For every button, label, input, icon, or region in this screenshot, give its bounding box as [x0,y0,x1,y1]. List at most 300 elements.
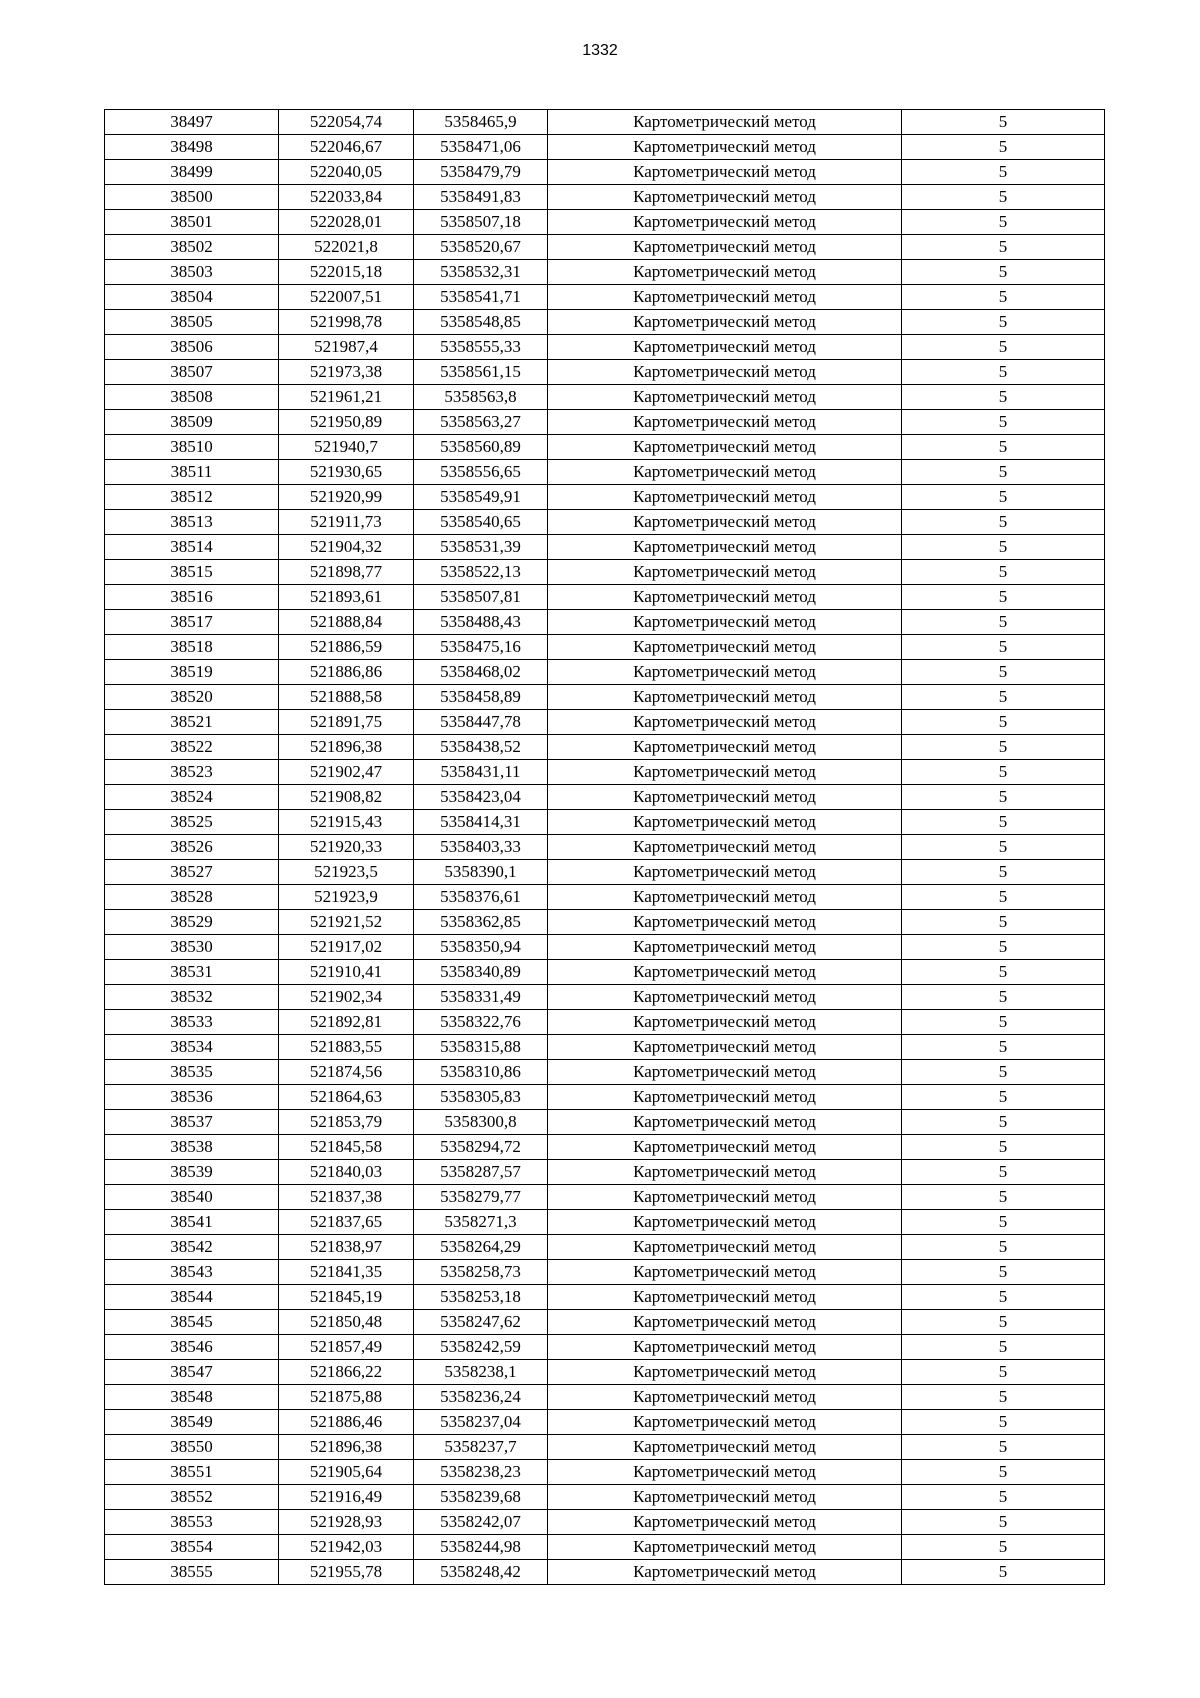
table-row [105,1460,1105,1485]
y-coordinate-cell: 5358376,61 [414,885,548,910]
accuracy-cell: 5 [902,485,1105,510]
point-number-cell: 38501 [105,210,279,235]
x-coordinate-cell: 521961,21 [279,385,414,410]
accuracy-cell: 5 [902,1385,1105,1410]
y-coordinate-cell: 5358423,04 [414,785,548,810]
table-row [105,310,1105,335]
accuracy-cell: 5 [902,1460,1105,1485]
table-row [105,585,1105,610]
accuracy-cell: 5 [902,1410,1105,1435]
accuracy-cell: 5 [902,860,1105,885]
method-cell: Картометрический метод [548,660,902,685]
method-cell: Картометрический метод [548,1335,902,1360]
table-row [105,435,1105,460]
y-coordinate-cell: 5358253,18 [414,1285,548,1310]
y-coordinate-cell: 5358294,72 [414,1135,548,1160]
method-cell: Картометрический метод [548,610,902,635]
table-row [105,1485,1105,1510]
table-row [105,1235,1105,1260]
x-coordinate-cell: 521874,56 [279,1060,414,1085]
accuracy-cell: 5 [902,585,1105,610]
method-cell: Картометрический метод [548,1085,902,1110]
x-coordinate-cell: 521920,99 [279,485,414,510]
method-cell: Картометрический метод [548,435,902,460]
method-cell: Картометрический метод [548,785,902,810]
accuracy-cell: 5 [902,685,1105,710]
y-coordinate-cell: 5358561,15 [414,360,548,385]
x-coordinate-cell: 521837,65 [279,1210,414,1235]
method-cell: Картометрический метод [548,260,902,285]
x-coordinate-cell: 521857,49 [279,1335,414,1360]
accuracy-cell: 5 [902,1285,1105,1310]
accuracy-cell: 5 [902,1010,1105,1035]
y-coordinate-cell: 5358362,85 [414,910,548,935]
y-coordinate-cell: 5358447,78 [414,710,548,735]
accuracy-cell: 5 [902,610,1105,635]
x-coordinate-cell: 522040,05 [279,160,414,185]
x-coordinate-cell: 521850,48 [279,1310,414,1335]
x-coordinate-cell: 521902,34 [279,985,414,1010]
point-number-cell: 38537 [105,1110,279,1135]
method-cell: Картометрический метод [548,185,902,210]
table-row [105,410,1105,435]
page-number: 1332 [582,42,618,59]
point-number-cell: 38536 [105,1085,279,1110]
method-cell: Картометрический метод [548,1135,902,1160]
x-coordinate-cell: 522021,8 [279,235,414,260]
method-cell: Картометрический метод [548,310,902,335]
table-row [105,160,1105,185]
y-coordinate-cell: 5358414,31 [414,810,548,835]
point-number-cell: 38522 [105,735,279,760]
accuracy-cell: 5 [902,385,1105,410]
method-cell: Картометрический метод [548,1485,902,1510]
x-coordinate-cell: 521942,03 [279,1535,414,1560]
method-cell: Картометрический метод [548,1460,902,1485]
x-coordinate-cell: 521940,7 [279,435,414,460]
x-coordinate-cell: 521898,77 [279,560,414,585]
x-coordinate-cell: 521973,38 [279,360,414,385]
x-coordinate-cell: 521923,5 [279,860,414,885]
method-cell: Картометрический метод [548,385,902,410]
table-row [105,660,1105,685]
y-coordinate-cell: 5358237,04 [414,1410,548,1435]
x-coordinate-cell: 521845,19 [279,1285,414,1310]
accuracy-cell: 5 [902,510,1105,535]
point-number-cell: 38503 [105,260,279,285]
x-coordinate-cell: 521893,61 [279,585,414,610]
point-number-cell: 38513 [105,510,279,535]
y-coordinate-cell: 5358238,1 [414,1360,548,1385]
accuracy-cell: 5 [902,1085,1105,1110]
method-cell: Картометрический метод [548,135,902,160]
point-number-cell: 38506 [105,335,279,360]
accuracy-cell: 5 [902,535,1105,560]
point-number-cell: 38554 [105,1535,279,1560]
table-row [105,1160,1105,1185]
method-cell: Картометрический метод [548,1010,902,1035]
table-row [105,535,1105,560]
y-coordinate-cell: 5358244,98 [414,1535,548,1560]
point-number-cell: 38507 [105,360,279,385]
method-cell: Картометрический метод [548,1035,902,1060]
accuracy-cell: 5 [902,735,1105,760]
accuracy-cell: 5 [902,1485,1105,1510]
table-row [105,210,1105,235]
y-coordinate-cell: 5358541,71 [414,285,548,310]
point-number-cell: 38514 [105,535,279,560]
point-number-cell: 38538 [105,1135,279,1160]
x-coordinate-cell: 521888,84 [279,610,414,635]
y-coordinate-cell: 5358532,31 [414,260,548,285]
accuracy-cell: 5 [902,760,1105,785]
y-coordinate-cell: 5358560,89 [414,435,548,460]
table-row [105,110,1105,135]
y-coordinate-cell: 5358548,85 [414,310,548,335]
table-row [105,1135,1105,1160]
point-number-cell: 38535 [105,1060,279,1085]
accuracy-cell: 5 [902,1185,1105,1210]
accuracy-cell: 5 [902,1060,1105,1085]
y-coordinate-cell: 5358264,29 [414,1235,548,1260]
x-coordinate-cell: 521905,64 [279,1460,414,1485]
accuracy-cell: 5 [902,135,1105,160]
table-row [105,360,1105,385]
y-coordinate-cell: 5358403,33 [414,835,548,860]
y-coordinate-cell: 5358491,83 [414,185,548,210]
accuracy-cell: 5 [902,360,1105,385]
table-row [105,960,1105,985]
x-coordinate-cell: 521892,81 [279,1010,414,1035]
method-cell: Картометрический метод [548,160,902,185]
point-number-cell: 38526 [105,835,279,860]
y-coordinate-cell: 5358563,27 [414,410,548,435]
y-coordinate-cell: 5358237,7 [414,1435,548,1460]
table-row [105,260,1105,285]
table-row [105,710,1105,735]
accuracy-cell: 5 [902,1335,1105,1360]
point-number-cell: 38532 [105,985,279,1010]
point-number-cell: 38510 [105,435,279,460]
table-row [105,1085,1105,1110]
point-number-cell: 38515 [105,560,279,585]
accuracy-cell: 5 [902,710,1105,735]
point-number-cell: 38520 [105,685,279,710]
point-number-cell: 38504 [105,285,279,310]
x-coordinate-cell: 521923,9 [279,885,414,910]
method-cell: Картометрический метод [548,910,902,935]
method-cell: Картометрический метод [548,1060,902,1085]
accuracy-cell: 5 [902,285,1105,310]
table-row [105,135,1105,160]
point-number-cell: 38521 [105,710,279,735]
table-row [105,1260,1105,1285]
y-coordinate-cell: 5358271,3 [414,1210,548,1235]
accuracy-cell: 5 [902,235,1105,260]
coordinates-table-body [105,110,1105,1585]
method-cell: Картометрический метод [548,760,902,785]
method-cell: Картометрический метод [548,585,902,610]
point-number-cell: 38498 [105,135,279,160]
point-number-cell: 38540 [105,1185,279,1210]
accuracy-cell: 5 [902,210,1105,235]
method-cell: Картометрический метод [548,1410,902,1435]
method-cell: Картометрический метод [548,860,902,885]
accuracy-cell: 5 [902,635,1105,660]
y-coordinate-cell: 5358287,57 [414,1160,548,1185]
table-row [105,235,1105,260]
x-coordinate-cell: 522007,51 [279,285,414,310]
x-coordinate-cell: 521908,82 [279,785,414,810]
point-number-cell: 38508 [105,385,279,410]
accuracy-cell: 5 [902,910,1105,935]
method-cell: Картометрический метод [548,1160,902,1185]
y-coordinate-cell: 5358350,94 [414,935,548,960]
accuracy-cell: 5 [902,1260,1105,1285]
y-coordinate-cell: 5358540,65 [414,510,548,535]
method-cell: Картометрический метод [548,335,902,360]
x-coordinate-cell: 522054,74 [279,110,414,135]
x-coordinate-cell: 521902,47 [279,760,414,785]
y-coordinate-cell: 5358488,43 [414,610,548,635]
accuracy-cell: 5 [902,1235,1105,1260]
y-coordinate-cell: 5358438,52 [414,735,548,760]
accuracy-cell: 5 [902,310,1105,335]
y-coordinate-cell: 5358458,89 [414,685,548,710]
accuracy-cell: 5 [902,160,1105,185]
point-number-cell: 38552 [105,1485,279,1510]
table-row [105,1185,1105,1210]
table-row [105,1510,1105,1535]
accuracy-cell: 5 [902,935,1105,960]
table-row [105,1560,1105,1585]
method-cell: Картометрический метод [548,285,902,310]
y-coordinate-cell: 5358549,91 [414,485,548,510]
method-cell: Картометрический метод [548,1535,902,1560]
accuracy-cell: 5 [902,885,1105,910]
table-row [105,1385,1105,1410]
accuracy-cell: 5 [902,110,1105,135]
table-row [105,885,1105,910]
accuracy-cell: 5 [902,1110,1105,1135]
point-number-cell: 38524 [105,785,279,810]
x-coordinate-cell: 521891,75 [279,710,414,735]
y-coordinate-cell: 5358431,11 [414,760,548,785]
y-coordinate-cell: 5358279,77 [414,1185,548,1210]
y-coordinate-cell: 5358475,16 [414,635,548,660]
method-cell: Картометрический метод [548,410,902,435]
x-coordinate-cell: 522046,67 [279,135,414,160]
x-coordinate-cell: 521886,46 [279,1410,414,1435]
y-coordinate-cell: 5358238,23 [414,1460,548,1485]
accuracy-cell: 5 [902,1435,1105,1460]
x-coordinate-cell: 521853,79 [279,1110,414,1135]
x-coordinate-cell: 521917,02 [279,935,414,960]
method-cell: Картометрический метод [548,460,902,485]
table-row [105,185,1105,210]
table-row [105,1360,1105,1385]
x-coordinate-cell: 521875,88 [279,1385,414,1410]
table-row [105,510,1105,535]
y-coordinate-cell: 5358247,62 [414,1310,548,1335]
accuracy-cell: 5 [902,1360,1105,1385]
point-number-cell: 38518 [105,635,279,660]
table-row [105,935,1105,960]
y-coordinate-cell: 5358390,1 [414,860,548,885]
y-coordinate-cell: 5358242,07 [414,1510,548,1535]
table-row [105,1010,1105,1035]
y-coordinate-cell: 5358331,49 [414,985,548,1010]
accuracy-cell: 5 [902,435,1105,460]
table-row [105,610,1105,635]
y-coordinate-cell: 5358507,81 [414,585,548,610]
x-coordinate-cell: 521915,43 [279,810,414,835]
table-row [105,735,1105,760]
point-number-cell: 38528 [105,885,279,910]
table-row [105,1035,1105,1060]
y-coordinate-cell: 5358340,89 [414,960,548,985]
y-coordinate-cell: 5358556,65 [414,460,548,485]
accuracy-cell: 5 [902,660,1105,685]
point-number-cell: 38533 [105,1010,279,1035]
x-coordinate-cell: 521845,58 [279,1135,414,1160]
x-coordinate-cell: 521916,49 [279,1485,414,1510]
table-row [105,785,1105,810]
accuracy-cell: 5 [902,985,1105,1010]
point-number-cell: 38525 [105,810,279,835]
table-row [105,1285,1105,1310]
x-coordinate-cell: 521888,58 [279,685,414,710]
method-cell: Картометрический метод [548,1560,902,1585]
accuracy-cell: 5 [902,835,1105,860]
accuracy-cell: 5 [902,785,1105,810]
table-row [105,985,1105,1010]
y-coordinate-cell: 5358468,02 [414,660,548,685]
x-coordinate-cell: 521950,89 [279,410,414,435]
accuracy-cell: 5 [902,1560,1105,1585]
table-row [105,835,1105,860]
point-number-cell: 38544 [105,1285,279,1310]
y-coordinate-cell: 5358258,73 [414,1260,548,1285]
table-row [105,635,1105,660]
accuracy-cell: 5 [902,960,1105,985]
method-cell: Картометрический метод [548,360,902,385]
x-coordinate-cell: 521998,78 [279,310,414,335]
point-number-cell: 38516 [105,585,279,610]
point-number-cell: 38500 [105,185,279,210]
point-number-cell: 38547 [105,1360,279,1385]
point-number-cell: 38509 [105,410,279,435]
table-row [105,560,1105,585]
x-coordinate-cell: 521987,4 [279,335,414,360]
point-number-cell: 38546 [105,1335,279,1360]
method-cell: Картометрический метод [548,1385,902,1410]
point-number-cell: 38539 [105,1160,279,1185]
table-row [105,485,1105,510]
y-coordinate-cell: 5358531,39 [414,535,548,560]
point-number-cell: 38529 [105,910,279,935]
method-cell: Картометрический метод [548,1235,902,1260]
y-coordinate-cell: 5358555,33 [414,335,548,360]
point-number-cell: 38511 [105,460,279,485]
accuracy-cell: 5 [902,1510,1105,1535]
x-coordinate-cell: 521921,52 [279,910,414,935]
y-coordinate-cell: 5358315,88 [414,1035,548,1060]
point-number-cell: 38530 [105,935,279,960]
point-number-cell: 38497 [105,110,279,135]
method-cell: Картометрический метод [548,485,902,510]
method-cell: Картометрический метод [548,685,902,710]
x-coordinate-cell: 522028,01 [279,210,414,235]
accuracy-cell: 5 [902,260,1105,285]
x-coordinate-cell: 521896,38 [279,735,414,760]
accuracy-cell: 5 [902,1535,1105,1560]
table-row [105,335,1105,360]
method-cell: Картометрический метод [548,235,902,260]
point-number-cell: 38548 [105,1385,279,1410]
y-coordinate-cell: 5358236,24 [414,1385,548,1410]
method-cell: Картометрический метод [548,985,902,1010]
x-coordinate-cell: 521920,33 [279,835,414,860]
coordinates-table [104,109,1105,1585]
method-cell: Картометрический метод [548,735,902,760]
method-cell: Картометрический метод [548,560,902,585]
table-row [105,760,1105,785]
point-number-cell: 38517 [105,610,279,635]
method-cell: Картометрический метод [548,935,902,960]
point-number-cell: 38531 [105,960,279,985]
point-number-cell: 38512 [105,485,279,510]
y-coordinate-cell: 5358300,8 [414,1110,548,1135]
point-number-cell: 38551 [105,1460,279,1485]
method-cell: Картометрический метод [548,1110,902,1135]
method-cell: Картометрический метод [548,1210,902,1235]
table-row [105,1335,1105,1360]
point-number-cell: 38527 [105,860,279,885]
table-row [105,1060,1105,1085]
x-coordinate-cell: 522033,84 [279,185,414,210]
x-coordinate-cell: 521911,73 [279,510,414,535]
method-cell: Картометрический метод [548,210,902,235]
accuracy-cell: 5 [902,185,1105,210]
table-row [105,1435,1105,1460]
method-cell: Картометрический метод [548,1185,902,1210]
x-coordinate-cell: 521838,97 [279,1235,414,1260]
table-row [105,910,1105,935]
method-cell: Картометрический метод [548,1435,902,1460]
point-number-cell: 38545 [105,1310,279,1335]
point-number-cell: 38505 [105,310,279,335]
table-row [105,860,1105,885]
y-coordinate-cell: 5358520,67 [414,235,548,260]
x-coordinate-cell: 521930,65 [279,460,414,485]
table-row [105,1410,1105,1435]
x-coordinate-cell: 521910,41 [279,960,414,985]
y-coordinate-cell: 5358239,68 [414,1485,548,1510]
point-number-cell: 38543 [105,1260,279,1285]
method-cell: Картометрический метод [548,1510,902,1535]
method-cell: Картометрический метод [548,635,902,660]
y-coordinate-cell: 5358310,86 [414,1060,548,1085]
point-number-cell: 38499 [105,160,279,185]
table-row [105,810,1105,835]
method-cell: Картометрический метод [548,1285,902,1310]
method-cell: Картометрический метод [548,510,902,535]
accuracy-cell: 5 [902,460,1105,485]
method-cell: Картометрический метод [548,810,902,835]
method-cell: Картометрический метод [548,835,902,860]
table-row [105,1310,1105,1335]
